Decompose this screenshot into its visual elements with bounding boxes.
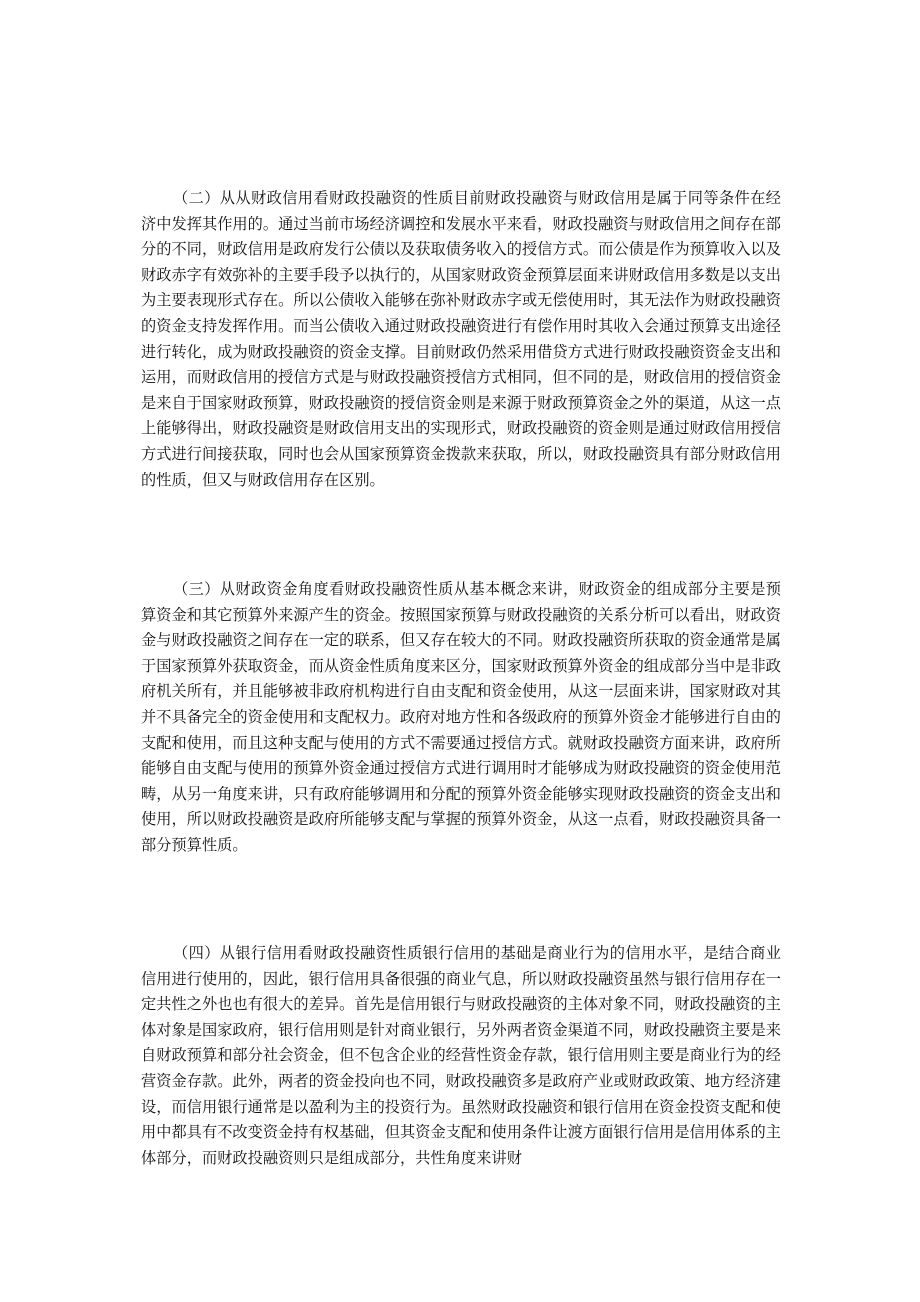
paragraph-fiscal-funds: （三）从财政资金角度看财政投融资性质从基本概念来讲，财政资金的组成部分主要是预算资金和其它预算外来源产生的资金。按照国家预算与财政投融资的关系分析可以看出，财政资金与财政投融资之间存在一定的联系，但又存在较大的不同。财政投融资所获取的资金通常是属于国家预算外获取资金，而从资金性质角度来区分，国家财政预算外资金的组成部分当中是非政府机关所有，并且能够被非政府机构进行自由支配和资金使用，从这一层面来讲，国家财政对其并不具备完全的资金使用和支配权力。政府对地方性和各级政府的预算外资金才能够进行自由的支配和使用，而且这种支配与使用的方式不需要通过授信方式。就财政投融资方面来讲，政府所能够自由支配与使用的预算外资金通过授信方式进行调用时才能够成为财政投融资的资金使用范畴，从另一角度来讲，只有政府能够调用和分配的预算外资金能够实现财政投融资的资金支出和使用，所以财政投融资是政府所能够支配与掌握的预算外资金，从这一点看，财政投融资具备一部分预算性质。: [141, 580, 781, 854]
paragraph-financial-credit: （二）从从财政信用看财政投融资的性质目前财政投融资与财政信用是属于同等条件在经济中发挥其作用的。通过当前市场经济调控和发展水平来看，财政投融资与财政信用之间存在部分的不同，财政信用是政府发行公债以及获取债务收入的授信方式。而公债是作为预算收入以及财政赤字有效弥补的主要手段予以执行的，从国家财政资金预算层面来讲财政信用多数是以支出为主要表现形式存在。所以公债收入能够在弥补财政赤字或无偿使用时，其无法作为财政投融资的资金支持发挥作用。而当公债收入通过财政投融资进行有偿作用时其收入会通过预算支出途径进行转化，成为财政投融资的资金支撑。目前财政仍然采用借贷方式进行财政投融资资金支出和运用，而财政信用的授信方式是与财政投融资授信方式相同，但不同的是，财政信用的授信资金是来自于国家财政预算，财政投融资的授信资金则是来源于财政预算资金之外的渠道，从这一点上能够得出，财政投融资是财政信用支出的实现形式，财政投融资的资金则是通过财政信用授信方式进行间接获取，同时也会从国家预算资金拨款来获取，所以，财政投融资具有部分财政信用的性质，但又与财政信用存在区别。: [141, 189, 781, 489]
paragraph-bank-credit: （四）从银行信用看财政投融资性质银行信用的基础是商业行为的信用水平，是结合商业信用进行使用的，因此，银行信用具备很强的商业气息，所以财政投融资虽然与银行信用存在一定共性之外也也有很大的差异。首先是信用银行与财政投融资的主体对象不同，财政投融资的主体对象是国家政府，银行信用则是针对商业银行，另外两者资金渠道不同，财政投融资主要是来自财政预算和部分社会资金，但不包含企业的经营性资金存款，银行信用则主要是商业行为的经营资金存款。此外，两者的资金投向也不同，财政投融资多是政府产业或财政政策、地方经济建设，而信用银行通常是以盈利为主的投资行为。虽然财政投融资和银行信用在资金投资支配和使用中都具有不改变资金持有权基础，但其资金支配和使用条件让渡方面银行信用是信用体系的主体部分，而财政投融资则只是组成部分，共性角度来讲财: [141, 944, 781, 1167]
